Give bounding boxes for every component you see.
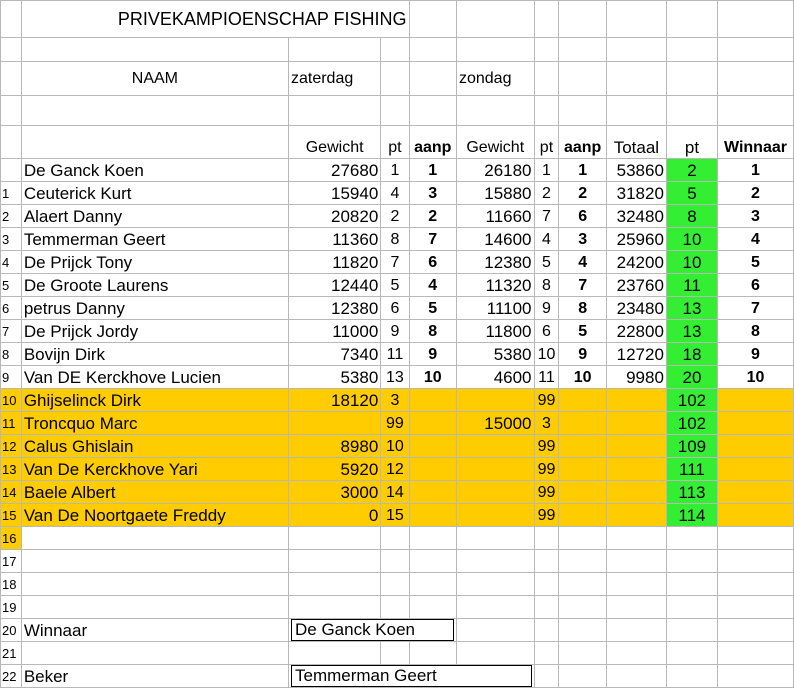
header-gewicht-zaterdag: Gewicht [288, 126, 380, 159]
weight-zaterdag: 12380 [288, 297, 380, 320]
rank-zaterdag: 3 [409, 182, 456, 205]
total-weight [606, 481, 666, 504]
table-row [1, 412, 794, 435]
winner-rank: 1 [717, 159, 793, 182]
table-row [1, 642, 794, 665]
participant-name: De Groote Laurens [21, 274, 288, 297]
table-row [1, 366, 794, 389]
winnaar-name-box: De Ganck Koen [291, 619, 454, 641]
row-number: 10 [1, 389, 22, 412]
total-points: 13 [666, 297, 717, 320]
points-zaterdag: 99 [381, 412, 409, 435]
rank-zaterdag: 2 [409, 205, 456, 228]
table-row [1, 481, 794, 504]
total-weight: 22800 [606, 320, 666, 343]
weight-zaterdag: 18120 [288, 389, 380, 412]
row-number: 12 [1, 435, 22, 458]
points-zondag: 99 [534, 504, 559, 527]
total-weight: 12720 [606, 343, 666, 366]
header-aanp-zondag: aanp [559, 126, 606, 159]
weight-zaterdag: 20820 [288, 205, 380, 228]
participant-name: Van De Kerckhove Yari [21, 458, 288, 481]
weight-zondag [456, 435, 534, 458]
total-points: 102 [666, 389, 717, 412]
header-pt-totaal: pt [666, 126, 717, 159]
table-row [1, 205, 794, 228]
row-number: 6 [1, 297, 22, 320]
points-zaterdag: 6 [381, 297, 409, 320]
total-weight [606, 458, 666, 481]
weight-zondag: 11660 [456, 205, 534, 228]
sheet-title: PRIVEKAMPIOENSCHAP FISHING [21, 1, 409, 38]
weight-zaterdag: 8980 [288, 435, 380, 458]
winner-rank [717, 458, 793, 481]
total-weight [606, 504, 666, 527]
weight-zaterdag: 5920 [288, 458, 380, 481]
row-number: 7 [1, 320, 22, 343]
weight-zaterdag: 11820 [288, 251, 380, 274]
rank-zaterdag: 4 [409, 274, 456, 297]
rank-zaterdag [409, 389, 456, 412]
points-zondag: 1 [534, 159, 559, 182]
weight-zaterdag: 7340 [288, 343, 380, 366]
rank-zondag [559, 458, 606, 481]
total-weight: 32480 [606, 205, 666, 228]
table-row [1, 550, 794, 573]
weight-zondag: 14600 [456, 228, 534, 251]
winner-rank [717, 435, 793, 458]
participant-name: De Prijck Jordy [21, 320, 288, 343]
weight-zondag: 26180 [456, 159, 534, 182]
table-row [1, 435, 794, 458]
weight-zondag: 4600 [456, 366, 534, 389]
total-points: 11 [666, 274, 717, 297]
participant-name: De Ganck Koen [21, 159, 288, 182]
header-totaal: Totaal [606, 126, 666, 159]
rank-zaterdag [409, 481, 456, 504]
points-zaterdag: 2 [381, 205, 409, 228]
total-points: 10 [666, 251, 717, 274]
row-number: 3 [1, 228, 22, 251]
table-row [1, 389, 794, 412]
winner-rank [717, 504, 793, 527]
row-number: 8 [1, 343, 22, 366]
table-row [1, 596, 794, 619]
total-points: 20 [666, 366, 717, 389]
total-weight: 23480 [606, 297, 666, 320]
points-zaterdag: 12 [381, 458, 409, 481]
total-weight: 9980 [606, 366, 666, 389]
winner-rank: 10 [717, 366, 793, 389]
participant-name: petrus Danny [21, 297, 288, 320]
row-number: 5 [1, 274, 22, 297]
header-naam: NAAM [21, 62, 288, 96]
row-number: 1 [1, 182, 22, 205]
points-zaterdag: 14 [381, 481, 409, 504]
total-weight: 25960 [606, 228, 666, 251]
rank-zaterdag: 1 [409, 159, 456, 182]
participant-name: Bovijn Dirk [21, 343, 288, 366]
header-zondag: zondag [456, 62, 534, 96]
total-points: 5 [666, 182, 717, 205]
rank-zondag: 5 [559, 320, 606, 343]
points-zondag: 99 [534, 389, 559, 412]
winner-rank: 6 [717, 274, 793, 297]
points-zondag: 11 [534, 366, 559, 389]
table-row [1, 665, 794, 688]
total-points: 111 [666, 458, 717, 481]
header-pt-zaterdag: pt [381, 126, 409, 159]
table-row [1, 343, 794, 366]
table-row [1, 573, 794, 596]
total-weight: 31820 [606, 182, 666, 205]
rank-zaterdag [409, 435, 456, 458]
points-zondag: 9 [534, 297, 559, 320]
weight-zaterdag: 11000 [288, 320, 380, 343]
points-zondag: 10 [534, 343, 559, 366]
weight-zondag [456, 389, 534, 412]
winner-rank: 2 [717, 182, 793, 205]
row-number: 18 [1, 573, 22, 596]
rank-zaterdag [409, 412, 456, 435]
points-zaterdag: 5 [381, 274, 409, 297]
weight-zondag: 15000 [456, 412, 534, 435]
row-number: 20 [1, 619, 22, 642]
row-number: 14 [1, 481, 22, 504]
weight-zaterdag: 11360 [288, 228, 380, 251]
rank-zondag: 10 [559, 366, 606, 389]
table-row [1, 320, 794, 343]
points-zaterdag: 8 [381, 228, 409, 251]
points-zaterdag: 7 [381, 251, 409, 274]
total-points: 8 [666, 205, 717, 228]
winner-rank: 7 [717, 297, 793, 320]
participant-name: Van DE Kerckhove Lucien [21, 366, 288, 389]
weight-zaterdag [288, 412, 380, 435]
rank-zondag: 8 [559, 297, 606, 320]
winner-rank [717, 389, 793, 412]
weight-zaterdag: 27680 [288, 159, 380, 182]
winner-rank [717, 481, 793, 504]
points-zaterdag: 1 [381, 159, 409, 182]
points-zondag: 99 [534, 458, 559, 481]
weight-zondag: 15880 [456, 182, 534, 205]
total-weight: 23760 [606, 274, 666, 297]
rank-zaterdag: 6 [409, 251, 456, 274]
rank-zaterdag: 9 [409, 343, 456, 366]
weight-zondag [456, 481, 534, 504]
points-zaterdag: 4 [381, 182, 409, 205]
points-zaterdag: 10 [381, 435, 409, 458]
row-number: 4 [1, 251, 22, 274]
rank-zaterdag: 10 [409, 366, 456, 389]
table-row [1, 274, 794, 297]
points-zondag: 4 [534, 228, 559, 251]
table-row [1, 619, 794, 642]
header-winnaar: Winnaar [717, 126, 793, 159]
table-row [1, 159, 794, 182]
rank-zondag [559, 435, 606, 458]
participant-name: Temmerman Geert [21, 228, 288, 251]
table-row [1, 251, 794, 274]
winner-rank: 5 [717, 251, 793, 274]
points-zondag: 6 [534, 320, 559, 343]
header-gewicht-zondag: Gewicht [456, 126, 534, 159]
rank-zaterdag: 5 [409, 297, 456, 320]
row-number [1, 159, 22, 182]
total-points: 113 [666, 481, 717, 504]
rank-zondag: 1 [559, 159, 606, 182]
points-zondag: 99 [534, 435, 559, 458]
weight-zaterdag: 0 [288, 504, 380, 527]
total-points: 102 [666, 412, 717, 435]
rank-zondag: 4 [559, 251, 606, 274]
table-row [1, 527, 794, 550]
participant-name: Ceuterick Kurt [21, 182, 288, 205]
weight-zaterdag: 12440 [288, 274, 380, 297]
points-zondag: 3 [534, 412, 559, 435]
total-weight: 53860 [606, 159, 666, 182]
winnaar-label: Winnaar [21, 619, 288, 642]
rank-zaterdag: 8 [409, 320, 456, 343]
row-number: 22 [1, 665, 22, 688]
total-points: 18 [666, 343, 717, 366]
row-number: 11 [1, 412, 22, 435]
total-points: 13 [666, 320, 717, 343]
winnaar-value [288, 619, 456, 642]
table-row [1, 458, 794, 481]
row-number: 13 [1, 458, 22, 481]
winner-rank [717, 412, 793, 435]
header-aanp-zaterdag: aanp [409, 126, 456, 159]
weight-zondag: 11100 [456, 297, 534, 320]
weight-zondag: 5380 [456, 343, 534, 366]
total-weight [606, 412, 666, 435]
participant-name: Van De Noortgaete Freddy [21, 504, 288, 527]
rank-zondag: 7 [559, 274, 606, 297]
points-zaterdag: 15 [381, 504, 409, 527]
row-number: 9 [1, 366, 22, 389]
rank-zaterdag [409, 458, 456, 481]
weight-zaterdag: 15940 [288, 182, 380, 205]
rank-zondag [559, 389, 606, 412]
winner-rank: 8 [717, 320, 793, 343]
participant-name: Ghijselinck Dirk [21, 389, 288, 412]
points-zondag: 7 [534, 205, 559, 228]
participant-name: De Prijck Tony [21, 251, 288, 274]
weight-zondag: 11320 [456, 274, 534, 297]
weight-zondag: 11800 [456, 320, 534, 343]
header-zaterdag: zaterdag [288, 62, 380, 96]
row-number: 16 [1, 527, 22, 550]
rank-zondag [559, 412, 606, 435]
participant-name: Calus Ghislain [21, 435, 288, 458]
table-row [1, 228, 794, 251]
points-zondag: 8 [534, 274, 559, 297]
winner-rank: 4 [717, 228, 793, 251]
participant-name: Alaert Danny [21, 205, 288, 228]
points-zaterdag: 9 [381, 320, 409, 343]
rank-zondag [559, 504, 606, 527]
beker-name-box: Temmerman Geert [291, 665, 532, 687]
winner-rank: 9 [717, 343, 793, 366]
total-weight [606, 389, 666, 412]
table-row [1, 297, 794, 320]
points-zaterdag: 3 [381, 389, 409, 412]
participant-name: Troncquo Marc [21, 412, 288, 435]
points-zondag: 2 [534, 182, 559, 205]
participant-name: Baele Albert [21, 481, 288, 504]
rank-zondag: 2 [559, 182, 606, 205]
points-zondag: 5 [534, 251, 559, 274]
rank-zaterdag [409, 504, 456, 527]
beker-value [288, 665, 534, 688]
rank-zondag: 9 [559, 343, 606, 366]
row-number: 19 [1, 596, 22, 619]
winner-rank: 3 [717, 205, 793, 228]
row-number: 21 [1, 642, 22, 665]
total-points: 109 [666, 435, 717, 458]
rank-zaterdag: 7 [409, 228, 456, 251]
weight-zondag [456, 458, 534, 481]
points-zondag: 99 [534, 481, 559, 504]
points-zaterdag: 11 [381, 343, 409, 366]
total-weight: 24200 [606, 251, 666, 274]
weight-zaterdag: 3000 [288, 481, 380, 504]
table-row [1, 504, 794, 527]
weight-zondag: 12380 [456, 251, 534, 274]
total-weight [606, 435, 666, 458]
points-zaterdag: 13 [381, 366, 409, 389]
row-number: 17 [1, 550, 22, 573]
beker-label: Beker [21, 665, 288, 688]
total-points: 10 [666, 228, 717, 251]
header-pt-zondag: pt [534, 126, 559, 159]
row-number: 2 [1, 205, 22, 228]
weight-zaterdag: 5380 [288, 366, 380, 389]
total-points: 114 [666, 504, 717, 527]
rank-zondag: 3 [559, 228, 606, 251]
row-number: 15 [1, 504, 22, 527]
table-row [1, 182, 794, 205]
rank-zondag [559, 481, 606, 504]
total-points: 2 [666, 159, 717, 182]
rank-zondag: 6 [559, 205, 606, 228]
weight-zondag [456, 504, 534, 527]
